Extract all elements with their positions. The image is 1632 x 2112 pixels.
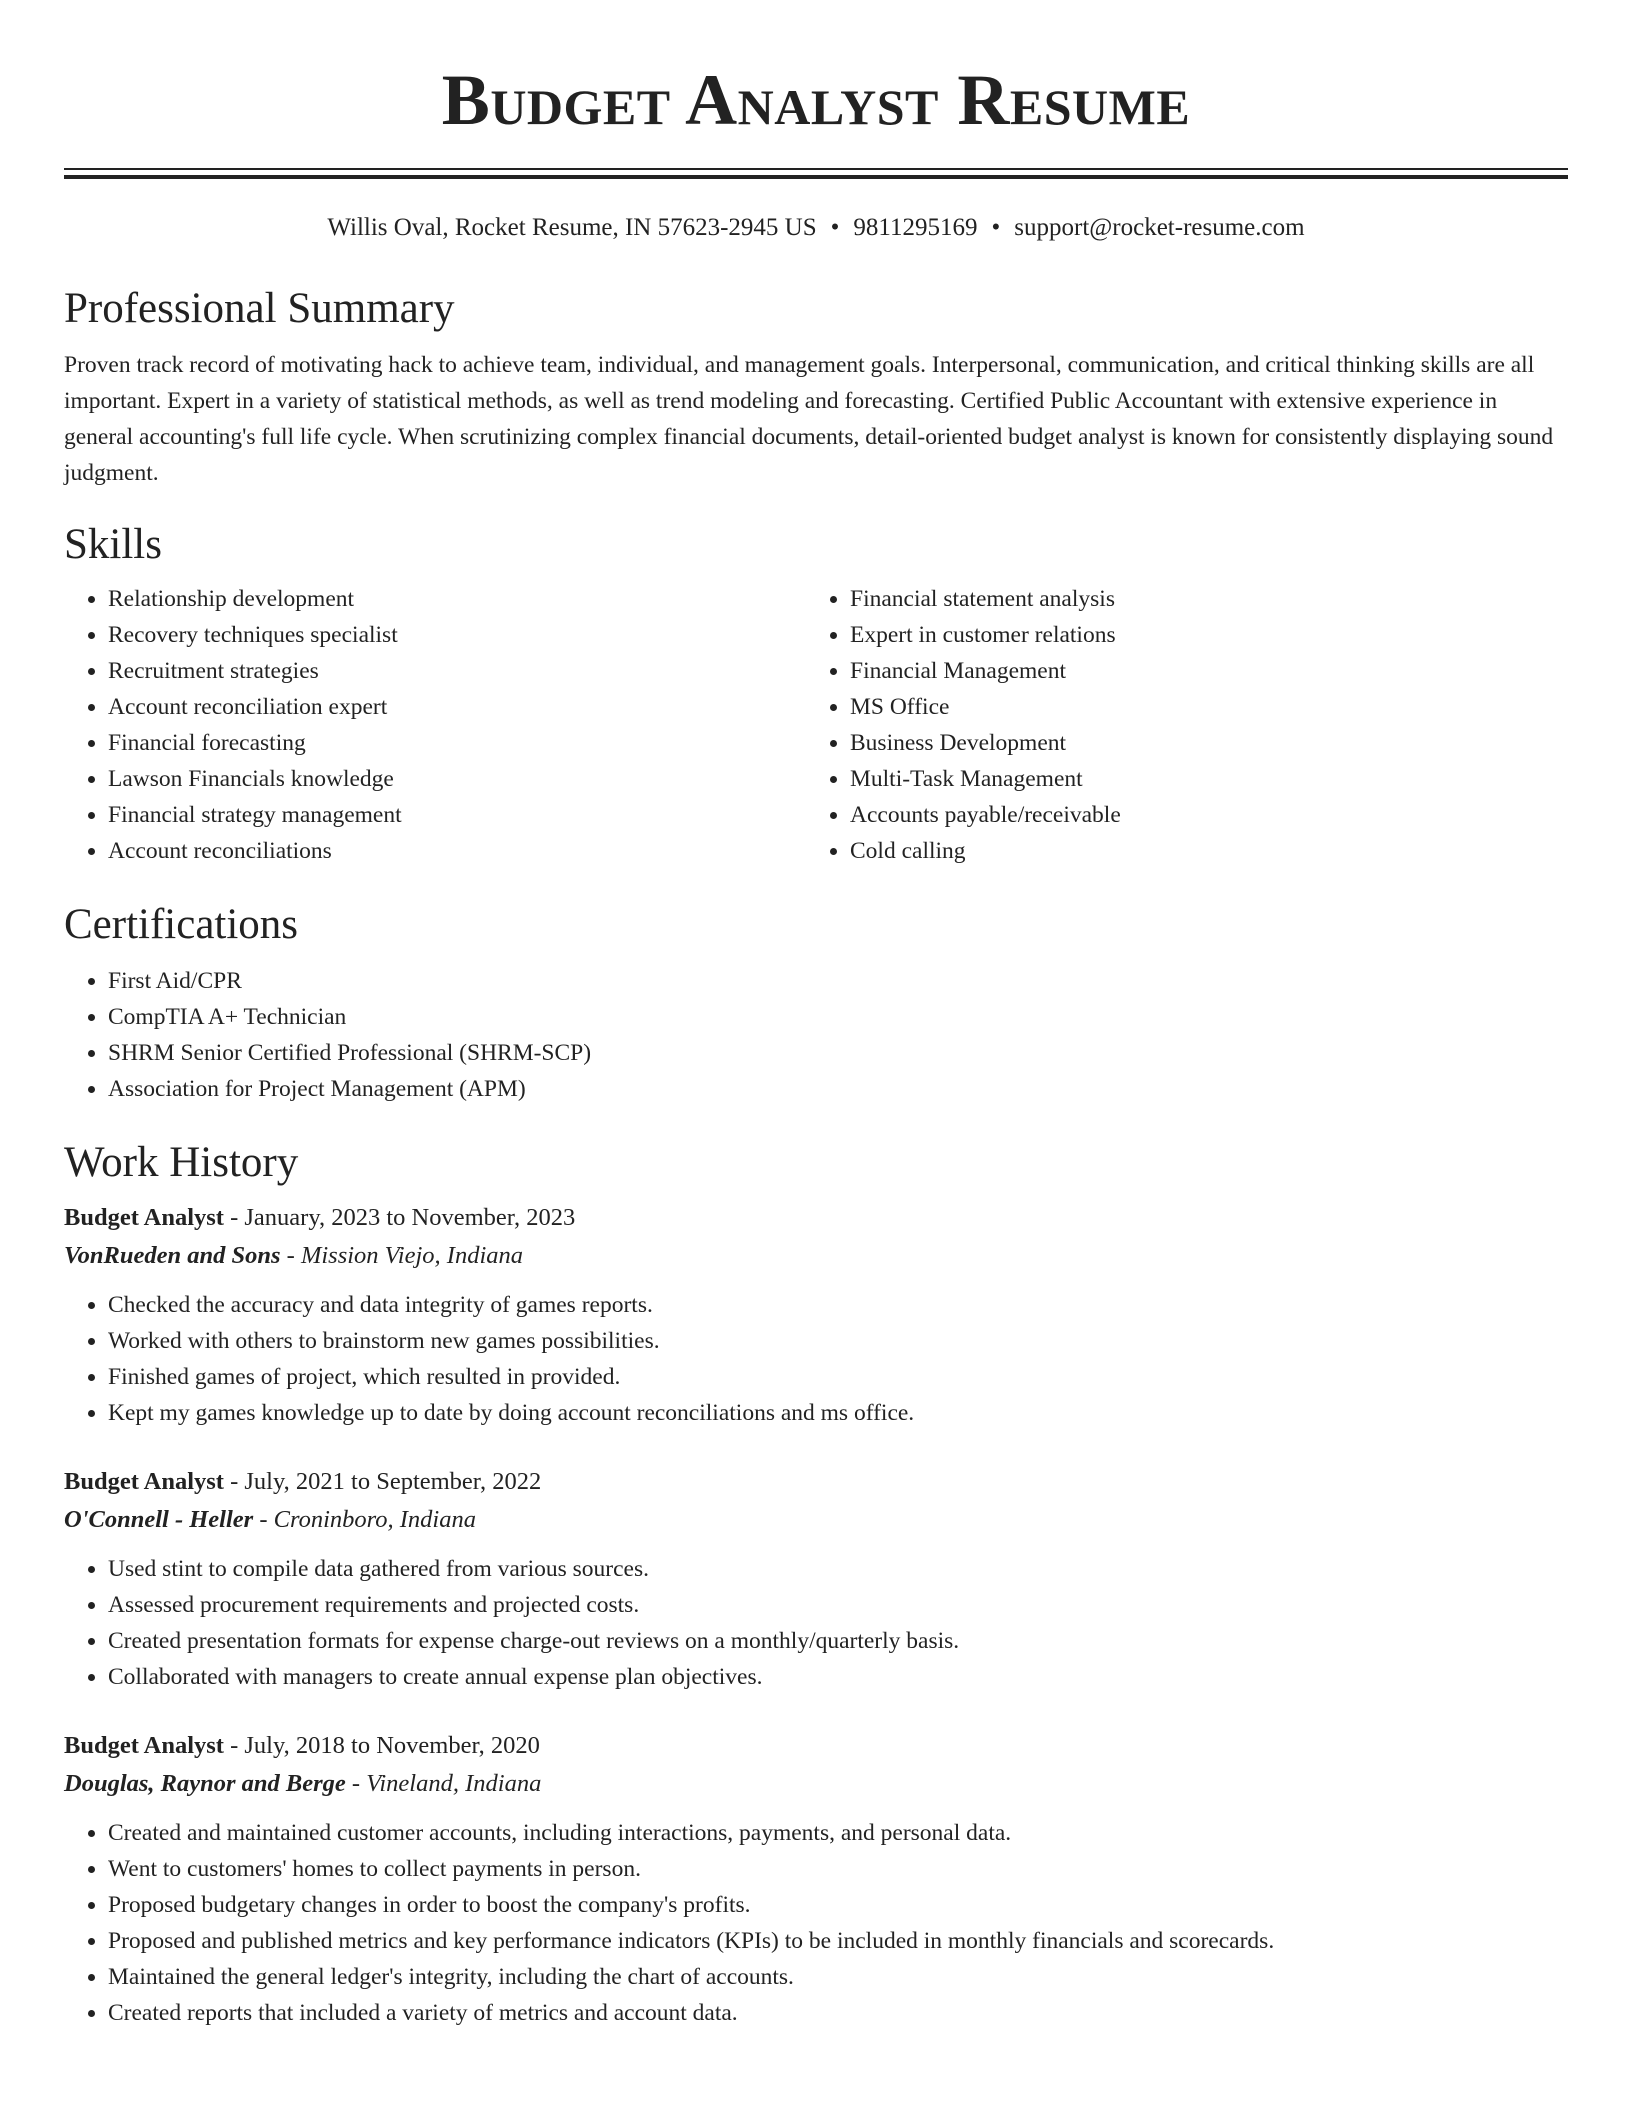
skills-grid — [64, 581, 1568, 869]
certification-item: • SHRM Senior Certified Professional (SHRM-SCP) — [108, 1035, 1568, 1071]
certification-item: • CompTIA A+ Technician — [108, 999, 1568, 1035]
certification-item: • First Aid/CPR — [108, 963, 1568, 999]
skill-item: • Recovery techniques specialist — [108, 617, 806, 653]
job-role: Budget Analyst — [64, 1204, 224, 1231]
skills-list-right — [806, 581, 1548, 869]
job-company-line: O'Connell - Heller - Croninboro, Indiana — [64, 1506, 476, 1533]
job-duty-item: • Assessed procurement requirements and projected costs. — [108, 1587, 1568, 1623]
job-duty-item: • Proposed and published metrics and key performance indicators (KPIs) to be included in monthly financials and scorecards. — [108, 1923, 1568, 1959]
certification-item: • Association for Project Management (APM) — [108, 1071, 1568, 1107]
resume-title: Budget Analyst Resume — [441, 60, 1191, 140]
job-entry — [64, 1727, 1568, 2031]
summary-text: Proven track record of motivating hack to achieve team, individual, and management goals. Interpersonal, communication, and critical thinking skills are all important. Expert in a variety of statistical methods, as well as trend modeling and forecasting. Certified Public Accountant with extensive experience in general accounting's full life cycle. When scrutinizing complex financial documents, detail-oriented budget analyst is known for consistently displaying sound judgment. — [64, 352, 1554, 486]
skill-item: • Account reconciliation expert — [108, 689, 806, 725]
job-duties-list — [64, 1287, 1568, 1431]
skill-item: • MS Office — [850, 689, 1548, 725]
job-duty-item: • Collaborated with managers to create annual expense plan objectives. — [108, 1659, 1568, 1695]
skill-item: • Cold calling — [850, 833, 1548, 869]
contact-phone: 9811295169 — [853, 214, 978, 241]
job-dates: January, 2023 to November, 2023 — [244, 1204, 576, 1231]
job-dates: July, 2018 to November, 2020 — [244, 1732, 540, 1759]
job-title-line: Budget Analyst - July, 2021 to September, 2022 — [64, 1468, 542, 1495]
contact-separator: • — [991, 214, 1001, 241]
job-dates: July, 2021 to September, 2022 — [244, 1468, 542, 1495]
job-duty-item: • Proposed budgetary changes in order to boost the company's profits. — [108, 1887, 1568, 1923]
certifications-list — [64, 963, 1568, 1107]
job-location: Croninboro, Indiana — [273, 1506, 476, 1533]
skill-item: • Relationship development — [108, 581, 806, 617]
job-company: O'Connell - Heller — [64, 1506, 254, 1533]
job-duty-item: • Finished games of project, which resulted in provided. — [108, 1359, 1568, 1395]
work-history-heading: Work History — [64, 1139, 299, 1186]
job-title-line: Budget Analyst - January, 2023 to November, 2023 — [64, 1204, 576, 1231]
certifications-heading: Certifications — [64, 901, 299, 948]
job-location: Mission Viejo, Indiana — [300, 1242, 524, 1269]
job-duties-list — [64, 1551, 1568, 1695]
skills-column-right — [806, 581, 1548, 869]
skill-item: • Financial forecasting — [108, 725, 806, 761]
job-duty-item: • Worked with others to brainstorm new games possibilities. — [108, 1323, 1568, 1359]
job-company: Douglas, Raynor and Berge — [64, 1770, 346, 1797]
skill-item: • Accounts payable/receivable — [850, 797, 1548, 833]
job-entry — [64, 1463, 1568, 1695]
job-duty-item: • Created and maintained customer accounts, including interactions, payments, and personal data. — [108, 1815, 1568, 1851]
title-divider — [64, 168, 1568, 179]
job-duty-item: • Went to customers' homes to collect payments in person. — [108, 1851, 1568, 1887]
job-entry — [64, 1199, 1568, 1431]
job-role: Budget Analyst — [64, 1468, 224, 1495]
skill-item: • Account reconciliations — [108, 833, 806, 869]
summary-heading: Professional Summary — [64, 285, 455, 332]
skill-item: • Multi-Task Management — [850, 761, 1548, 797]
job-duty-item: • Maintained the general ledger's integrity, including the chart of accounts. — [108, 1959, 1568, 1995]
job-company-line: Douglas, Raynor and Berge - Vineland, Indiana — [64, 1770, 542, 1797]
skill-item: • Financial strategy management — [108, 797, 806, 833]
job-duty-item: • Kept my games knowledge up to date by doing account reconciliations and ms office. — [108, 1395, 1568, 1431]
contact-line — [64, 211, 1568, 245]
job-company-line: VonRueden and Sons - Mission Viejo, Indiana — [64, 1242, 524, 1269]
contact-address: Willis Oval, Rocket Resume, IN 57623-2945 US — [327, 214, 817, 241]
skill-item: • Lawson Financials knowledge — [108, 761, 806, 797]
job-company: VonRueden and Sons — [64, 1242, 281, 1269]
contact-email: support@rocket-resume.com — [1014, 214, 1305, 241]
skills-column-left — [64, 581, 806, 869]
skills-heading: Skills — [64, 521, 162, 568]
skill-item: • Financial Management — [850, 653, 1548, 689]
job-duty-item: • Created presentation formats for expense charge-out reviews on a monthly/quarterly basis. — [108, 1623, 1568, 1659]
skill-item: • Recruitment strategies — [108, 653, 806, 689]
skill-item: • Financial statement analysis — [850, 581, 1548, 617]
contact-separator: • — [830, 214, 840, 241]
job-title-line: Budget Analyst - July, 2018 to November, 2020 — [64, 1732, 540, 1759]
job-role: Budget Analyst — [64, 1732, 224, 1759]
job-duty-item: • Created reports that included a variety of metrics and account data. — [108, 1995, 1568, 2031]
skills-list-left — [64, 581, 806, 869]
job-location: Vineland, Indiana — [366, 1770, 542, 1797]
job-duty-item: • Checked the accuracy and data integrity of games reports. — [108, 1287, 1568, 1323]
skill-item: • Business Development — [850, 725, 1548, 761]
job-duty-item: • Used stint to compile data gathered from various sources. — [108, 1551, 1568, 1587]
skill-item: • Expert in customer relations — [850, 617, 1548, 653]
job-duties-list — [64, 1815, 1568, 2031]
